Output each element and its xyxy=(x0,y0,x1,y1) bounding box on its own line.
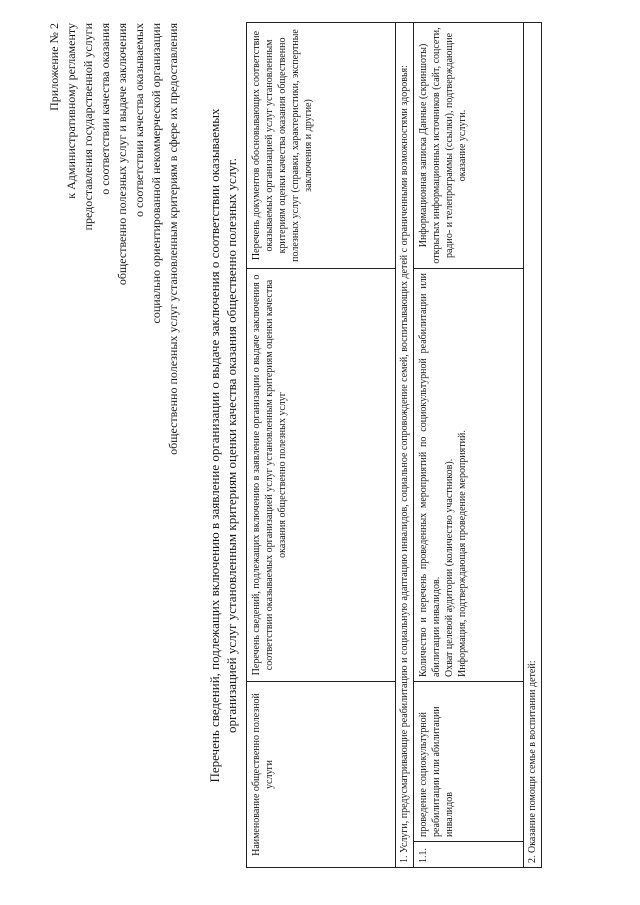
section-row xyxy=(524,22,542,867)
section-row xyxy=(396,22,414,867)
appendix-line: общественно полезных услуг установленным критериям в сфере их предоставления xyxy=(166,23,180,455)
info-line: Количество и перечень проведенных мероприятий по социокультурной реабилитации или абилитации инвалидов. xyxy=(418,272,442,677)
row-service: проведение социокультурной реабилитации или абилитации инвалидов xyxy=(414,681,524,841)
section-1-title: 1. Услуги, предусматривающие реабилитацию и социальную адаптацию инвалидов, социальное сопровождение семей, воспитывающих детей с ограниченными возможностями здоровья: xyxy=(396,22,414,867)
row-documents: Информационная записка Данные (скриншоты) открытых информационных источников (сайт, соцсети, радио- и телепрограммы (ссылки), подтверждающие оказание услуги. xyxy=(414,22,524,268)
row-info xyxy=(414,268,524,681)
table-row xyxy=(414,22,524,867)
appendix-line: о соответствии качества оказываемых xyxy=(132,23,146,217)
appendix-line: предоставления государственной услуги xyxy=(81,23,95,231)
title-line-2: организацией услуг установленным критериям оценки качества оказания общественно полезных услуг. xyxy=(224,158,239,733)
header-documents-list: Перечень документов обосновывающих соответствие оказываемых организацией услуг установленным критериям оценки качества оказания общественно полезных услуг (справки, характеристики, экспертные заключения и другие) xyxy=(247,22,396,268)
appendix-line: социально ориентированной некоммерческой организации xyxy=(149,23,163,324)
appendix-line: Приложение № 2 xyxy=(47,23,61,111)
appendix-line: общественно полезных услуг и выдаче заключения xyxy=(115,23,129,286)
appendix-line: о соответствии качества оказания xyxy=(98,23,112,195)
info-line: Информация, подтверждающая проведение мероприятий. xyxy=(457,430,468,677)
row-number: 1.1. xyxy=(414,842,524,868)
title-line-1: Перечень сведений, подлежащих включению в заявление организации о выдаче заключения о соответствии оказываемых xyxy=(207,108,222,783)
appendix-line: к Административному регламенту xyxy=(64,23,78,199)
document-title xyxy=(206,23,240,868)
appendix-header xyxy=(46,23,182,493)
header-info-list: Перечень сведений, подлежащих включению в заявление организации о выдаче заключения о соответствии оказываемых организацией услуг установленным критериям оценки качества оказания общественно полезных услуг xyxy=(247,268,396,681)
info-line: Охват целевой аудитории (количество участников). xyxy=(444,458,455,677)
table-header-row xyxy=(247,22,396,867)
section-2-title: 2. Оказание помощи семье в воспитании детей: xyxy=(524,22,542,867)
header-service-name: Наименование общественно полезной услуги xyxy=(247,681,396,867)
criteria-table xyxy=(246,22,542,868)
document-sheet xyxy=(28,23,588,868)
